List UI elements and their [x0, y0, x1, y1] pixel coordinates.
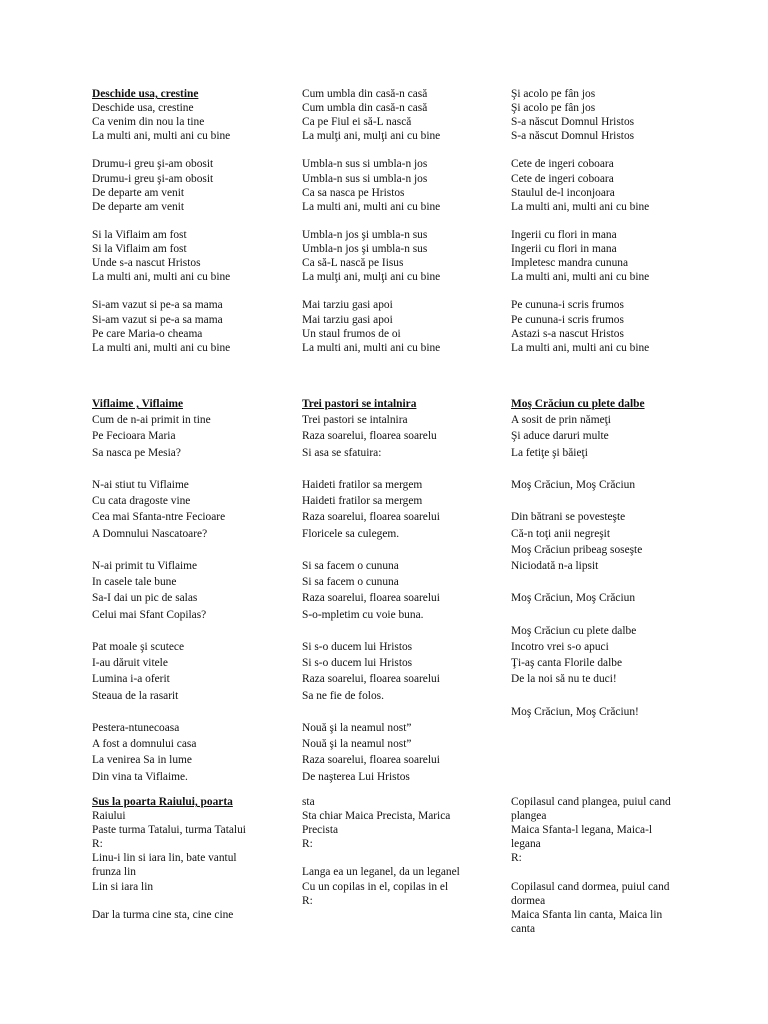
verse-line: Ca pe Fiul ei să-L nască	[302, 116, 412, 129]
verse-line: Moş Crăciun, Moş Crăciun	[511, 592, 636, 605]
verse-line: Si la Viflaim am fost	[92, 228, 187, 241]
verse-line: Cu cata dragoste vine	[92, 495, 191, 508]
stanza	[92, 639, 292, 704]
song-title: Moş Crăciun cu plete dalbe	[511, 398, 645, 410]
verse-line: Ingerii cu flori in mana	[511, 243, 617, 256]
verse-line: Astazi s-a nascut Hristos	[511, 327, 624, 340]
verse-line: Raza soarelui, floarea soarelui	[302, 754, 440, 767]
verse-line: Umbla-n jos şi umbla-n sus	[302, 228, 428, 241]
stanza	[92, 477, 292, 542]
stanza	[92, 228, 292, 284]
stanza	[92, 809, 292, 894]
verse-line: Umbla-n sus si umbla-n jos	[302, 172, 428, 185]
verse-line: Ca să-L nască pe Iisus	[302, 257, 404, 270]
verse-line: Că-n toţi anii negreşit	[511, 527, 611, 540]
verse-line: Cete de ingeri coboara	[511, 172, 614, 185]
verse-line: La fetiţe şi băieţi	[511, 446, 588, 459]
verse-line: Deschide usa, crestine	[92, 102, 194, 115]
verse-line: Raza soarelui, floarea soarelui	[302, 511, 440, 524]
song-deschide-usa	[92, 87, 292, 355]
stanza	[302, 298, 502, 354]
verse-line: Moş Crăciun, Moş Crăciun	[511, 479, 636, 491]
stanza	[511, 509, 711, 574]
verse-line: Moş Crăciun, Moş Crăciun!	[511, 705, 639, 718]
verse-line: Staulul de-l inconjoara	[511, 186, 615, 199]
verse-line: Din bătrani se povesteşte	[511, 511, 626, 524]
stanza	[302, 412, 502, 461]
stanza	[302, 720, 502, 785]
verse-line: Mai tarziu gasi apoi	[302, 299, 393, 312]
verse-line: Dar la turma cine sta, cine cine	[92, 908, 234, 921]
stanza	[511, 704, 711, 720]
song-title: Sus la poarta Raiului, poarta	[92, 796, 233, 808]
stanza	[92, 558, 292, 623]
verse-line: Un staul frumos de oi	[302, 327, 401, 340]
verse-line: Langa ea un leganel, da un leganel	[302, 866, 460, 879]
verse-line: Unde s-a nascut Hristos	[92, 257, 201, 270]
verse-line: Steaua de la rasarit	[92, 689, 179, 702]
verse-line: Sa ne fie de folos.	[302, 689, 384, 702]
verse-line: Maica Sfanta lin canta, Maica lin canta	[511, 908, 663, 935]
verse-line: Floricele sa culegem.	[302, 527, 400, 540]
verse-line: Si s-o ducem lui Hristos	[302, 657, 413, 670]
stanza	[302, 228, 502, 284]
verse-line: La multi ani, multi ani cu bine	[511, 271, 650, 284]
verse-line: De naşterea Lui Hristos	[302, 770, 410, 783]
song-sus-la-poarta-continued	[302, 795, 502, 908]
stanza	[302, 639, 502, 704]
verse-line: Si sa facem o cununa	[302, 560, 399, 572]
verse-line: Pe cununa-i scris frumos	[511, 299, 624, 312]
verse-line: Incotro vrei s-o apuci	[511, 640, 609, 653]
verse-line: Cu un copilas in el, copilas in el	[302, 880, 449, 893]
verse-line: N-ai stiut tu Viflaime	[92, 479, 189, 491]
verse-line: La multi ani, multi ani cu bine	[92, 130, 231, 143]
verse-line: S-o-mpletim cu voie buna.	[302, 608, 424, 621]
stanza	[511, 623, 711, 688]
verse-line: Sa-I dai un pic de salas	[92, 592, 198, 605]
stanza	[302, 795, 502, 851]
verse-line: S-a născut Domnul Hristos	[511, 130, 635, 143]
stanza	[92, 101, 292, 143]
song-title: Trei pastori se intalnira	[302, 398, 417, 410]
verse-line: Şi aduce daruri multe	[511, 430, 609, 443]
stanza	[302, 558, 502, 623]
verse-line: Umbla-n sus si umbla-n jos	[302, 158, 428, 171]
stanza	[302, 157, 502, 213]
song-title: Deschide usa, crestine	[92, 88, 199, 100]
verse-line: Si s-o ducem lui Hristos	[302, 641, 413, 653]
verse-line: De la noi să nu te duci!	[511, 673, 617, 686]
verse-line: R:	[511, 852, 522, 865]
verse-line: Ca sa nasca pe Hristos	[302, 186, 405, 199]
verse-line: Lumina i-a oferit	[92, 673, 170, 686]
stanza	[302, 477, 502, 542]
verse-line: Maica Sfanta-l legana, Maica-l legana	[511, 824, 653, 851]
stanza	[511, 157, 711, 213]
verse-line: La multi ani, multi ani cu bine	[302, 341, 441, 354]
verse-line: La multi ani, multi ani cu bine	[92, 271, 231, 284]
song-mos-craciun	[511, 396, 711, 736]
verse-line: La venirea Sa in lume	[92, 754, 192, 767]
verse-line: Lin si iara lin	[92, 880, 154, 893]
stanza	[511, 298, 711, 354]
stanza	[511, 795, 711, 865]
verse-line: Si-am vazut si pe-a sa mama	[92, 299, 223, 312]
verse-line: Ţi-aş canta Florile dalbe	[511, 657, 623, 670]
verse-line: La multi ani, multi ani cu bine	[511, 200, 650, 213]
stanza	[92, 157, 292, 213]
verse-line: Cum de n-ai primit in tine	[92, 414, 211, 427]
verse-line: Pe care Maria-o cheama	[92, 327, 203, 340]
verse-line: Pat moale şi scutece	[92, 641, 185, 653]
verse-line: A sosit de prin nămeţi	[511, 414, 611, 427]
verse-line: Cum umbla din casă-n casă	[302, 88, 428, 100]
verse-line: Raza soarelui, floarea soarelui	[302, 673, 440, 686]
verse-line: Niciodată n-a lipsit	[511, 560, 599, 572]
verse-line: A fost a domnului casa	[92, 738, 197, 751]
verse-line: Impletesc mandra cununa	[511, 257, 629, 270]
song-deschide-usa-continued	[302, 87, 502, 355]
verse-line: Sta chiar Maica Precista, Marica Precista	[302, 810, 451, 837]
verse-line: Din vina ta Viflaime.	[92, 770, 188, 783]
stanza	[511, 590, 711, 606]
song-deschide-usa-end	[511, 87, 711, 355]
verse-line: La multi ani, multi ani cu bine	[511, 341, 650, 354]
verse-line: Raza soarelui, floarea soarelui	[302, 592, 440, 605]
verse-line: Sa nasca pe Mesia?	[92, 446, 181, 459]
verse-line: Umbla-n jos şi umbla-n sus	[302, 243, 428, 256]
verse-line: Cum umbla din casă-n casă	[302, 102, 428, 115]
verse-line: Celui mai Sfant Copilas?	[92, 608, 207, 621]
verse-line: N-ai primit tu Viflaime	[92, 560, 198, 572]
stanza	[92, 908, 292, 922]
verse-line: Cea mai Sfanta-ntre Fecioare	[92, 511, 226, 524]
verse-line: La multi ani, multi ani cu bine	[302, 200, 441, 213]
verse-line: La multi ani, multi ani cu bine	[92, 341, 231, 354]
verse-line: In casele tale bune	[92, 576, 177, 589]
stanza	[511, 880, 711, 936]
song-title: Viflaime , Viflaime	[92, 398, 183, 410]
verse-line: De departe am venit	[92, 200, 185, 213]
verse-line: La mulţi ani, mulţi ani cu bine	[302, 271, 441, 284]
verse-line: Moş Crăciun pribeag soseşte	[511, 543, 643, 556]
verse-line: Copilasul cand dormea, puiul cand dormea	[511, 880, 670, 907]
stanza	[302, 865, 502, 907]
stanza	[92, 720, 292, 785]
song-sus-la-poarta	[92, 795, 292, 922]
verse-line: Haideti fratilor sa mergem	[302, 479, 423, 491]
verse-line: Si la Viflaim am fost	[92, 243, 187, 256]
verse-line: Pe cununa-i scris frumos	[511, 313, 624, 326]
verse-line: La mulţi ani, mulţi ani cu bine	[302, 130, 441, 143]
verse-line: Copilasul cand plangea, puiul cand plangea	[511, 796, 671, 823]
stanza	[511, 477, 711, 493]
verse-line: Ingerii cu flori in mana	[511, 228, 617, 241]
stanza	[511, 412, 711, 461]
song-sus-la-poarta-end	[511, 795, 711, 936]
verse-line: Pestera-ntunecoasa	[92, 722, 180, 734]
verse-line: I-au dăruit vitele	[92, 657, 168, 670]
verse-line: Nouă şi la neamul nost”	[302, 722, 412, 734]
verse-line: Ca venim din nou la tine	[92, 116, 205, 129]
verse-line: Drumu-i greu şi-am obosit	[92, 172, 214, 185]
verse-line: Drumu-i greu şi-am obosit	[92, 158, 214, 171]
verse-line: Si sa facem o cununa	[302, 576, 399, 589]
verse-line: Si asa se sfatuira:	[302, 446, 382, 459]
stanza	[92, 412, 292, 461]
verse-line: Linu-i lin si iara lin, bate vantul frunza lin	[92, 852, 237, 879]
stanza	[511, 228, 711, 284]
verse-line: Şi acolo pe fân jos	[511, 88, 596, 100]
verse-line: Mai tarziu gasi apoi	[302, 313, 393, 326]
verse-line: Pe Fecioara Maria	[92, 430, 176, 443]
stanza	[92, 298, 292, 354]
verse-line: Nouă şi la neamul nost”	[302, 738, 412, 751]
verse-line: R:	[92, 838, 103, 851]
verse-line: Cete de ingeri coboara	[511, 158, 614, 171]
verse-line: Şi acolo pe fân jos	[511, 102, 596, 115]
verse-line: R:	[302, 838, 313, 851]
verse-line: R:	[302, 894, 313, 907]
verse-line: Raza soarelui, floarea soarelu	[302, 430, 437, 443]
verse-line: S-a născut Domnul Hristos	[511, 116, 635, 129]
song-trei-pastori	[302, 396, 502, 801]
stanza	[302, 87, 502, 143]
verse-line: Trei pastori se intalnira	[302, 414, 408, 427]
verse-line: Raiului	[92, 810, 126, 823]
verse-line: Si-am vazut si pe-a sa mama	[92, 313, 223, 326]
verse-line: Haideti fratilor sa mergem	[302, 495, 423, 508]
verse-line: Moş Crăciun cu plete dalbe	[511, 624, 637, 637]
song-viflaime	[92, 396, 292, 801]
verse-line: sta	[302, 796, 315, 808]
stanza	[511, 87, 711, 143]
verse-line: A Domnului Nascatoare?	[92, 527, 208, 540]
verse-line: De departe am venit	[92, 186, 185, 199]
verse-line: Paste turma Tatalui, turma Tatalui	[92, 824, 246, 837]
